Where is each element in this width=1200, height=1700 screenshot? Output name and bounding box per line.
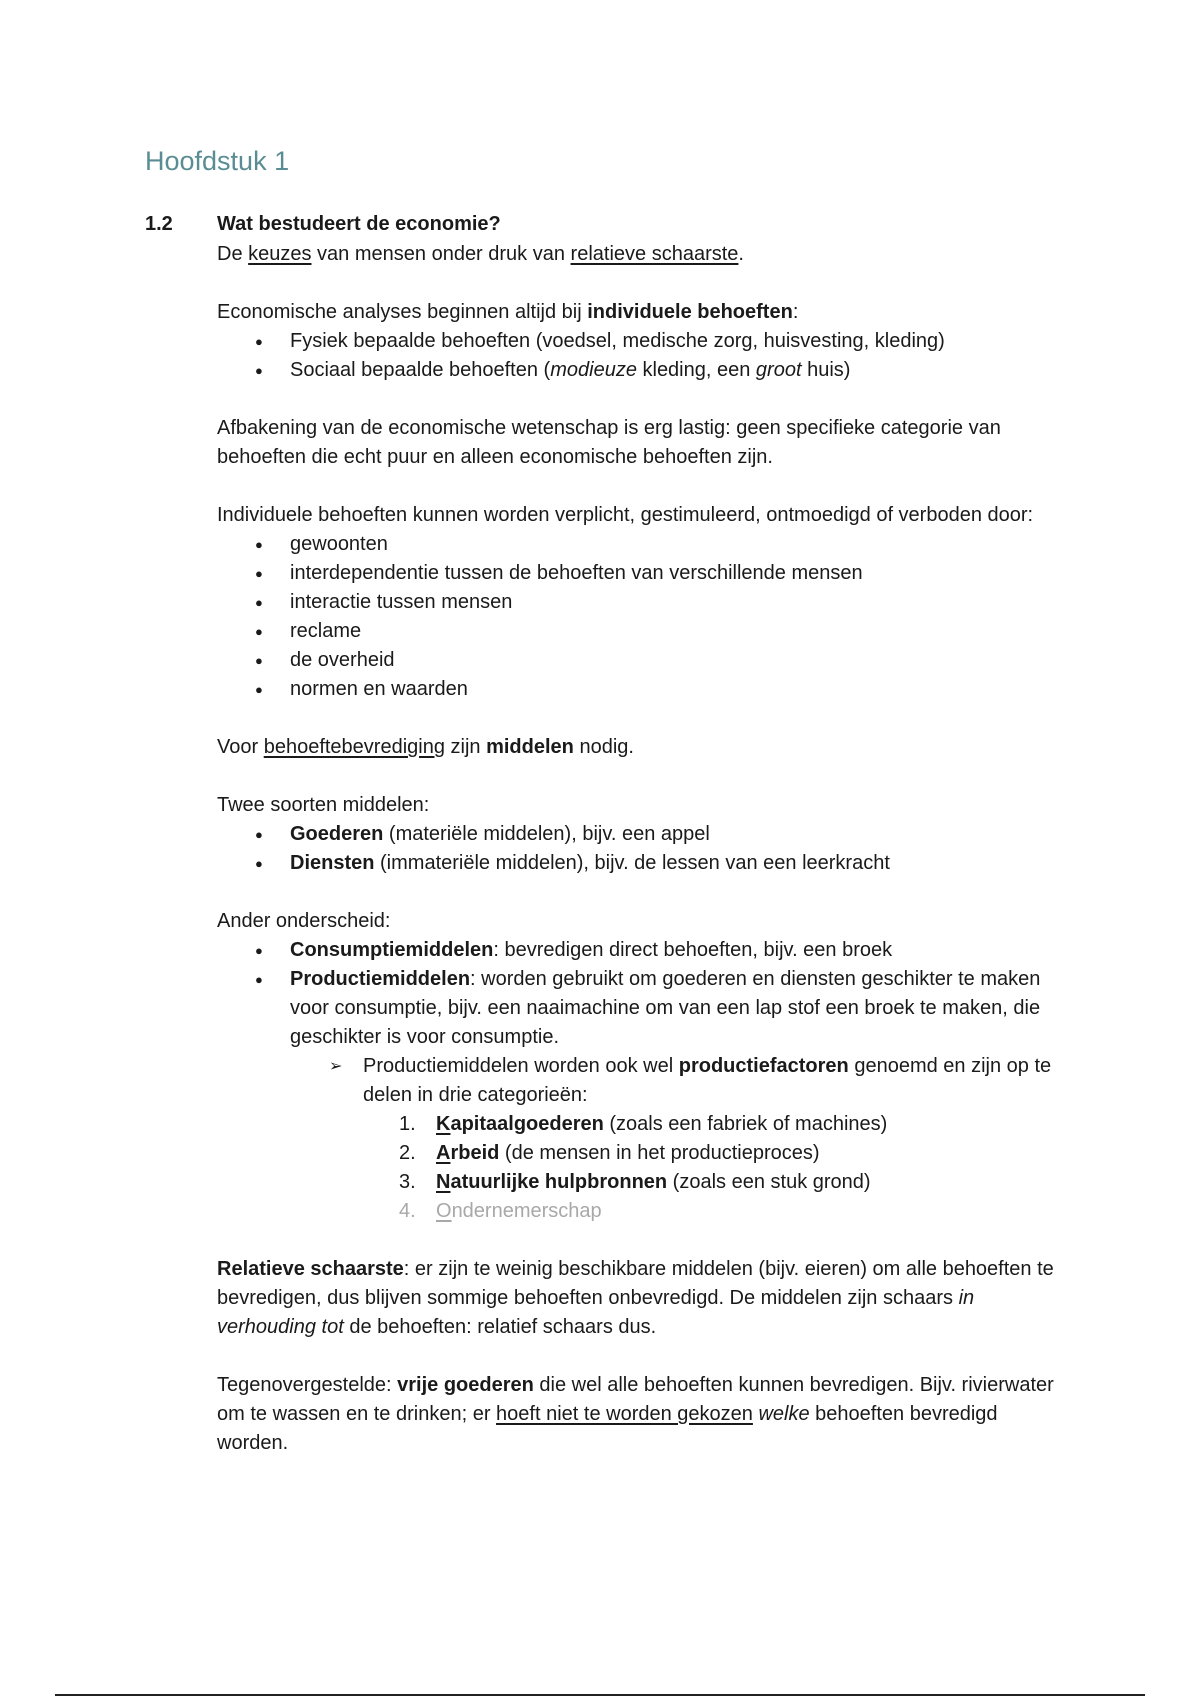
- page-bottom-rule: [55, 1694, 1145, 1696]
- means-types-list: [217, 820, 1067, 878]
- arrow-list-item: ➢ Productiemiddelen worden ook wel productiefactoren genoemd en zijn op te delen in drie categorieën:: [217, 1052, 1067, 1110]
- needs-list: [217, 327, 1067, 385]
- means-types-heading: Twee soorten middelen:: [217, 794, 430, 816]
- section-title: Wat bestudeert de economie?: [217, 213, 501, 235]
- analyses-paragraph: Economische analyses beginnen altijd bij individuele behoeften:: [217, 301, 799, 323]
- intro-paragraph: De keuzes van mensen onder druk van relatieve schaarste.: [217, 243, 744, 265]
- list-item: ● normen en waarden: [217, 675, 1067, 704]
- free-goods-paragraph: Tegenovergestelde: vrije goederen die wel alle behoeften kunnen bevredigen. Bijv. rivierwater om te wassen en te drinken; er hoeft niet te worden gekozen welke behoeften bevredigd worden.: [217, 1374, 1054, 1454]
- distinction-list: [217, 936, 1067, 1052]
- list-item: 3. Natuurlijke hulpbronnen (zoals een stuk grond): [399, 1171, 871, 1193]
- list-item: 2. Arbeid (de mensen in het productieproces): [399, 1142, 820, 1164]
- arrow-bullet-icon: ➢: [329, 1058, 343, 1075]
- list-item: ● Productiemiddelen: worden gebruikt om goederen en diensten geschikter te maken voor consumptie, bijv. een naaimachine om van een lap stof een broek te maken, die geschikter is voor consumptie.: [217, 965, 1067, 1052]
- list-item: ● gewoonten: [217, 530, 1067, 559]
- list-item: ● interactie tussen mensen: [217, 588, 1067, 617]
- factors-list: [217, 1110, 1067, 1226]
- section-body: [217, 240, 1067, 1458]
- list-item: ● Diensten (immateriële middelen), bijv. de lessen van een leerkracht: [217, 849, 1067, 878]
- list-item: 4. Ondernemerschap: [399, 1200, 602, 1222]
- list-item: ● de overheid: [217, 646, 1067, 675]
- chapter-heading: Hoofdstuk 1: [145, 146, 290, 176]
- distinction-heading: Ander onderscheid:: [217, 910, 391, 932]
- list-item: ● reclame: [217, 617, 1067, 646]
- section-number: 1.2: [145, 213, 173, 235]
- list-item: ● Consumptiemiddelen: bevredigen direct behoeften, bijv. een broek: [217, 936, 1067, 965]
- list-item: ● interdependentie tussen de behoeften van verschillende mensen: [217, 559, 1067, 588]
- list-item: ● Goederen (materiële middelen), bijv. een appel: [217, 820, 1067, 849]
- afbakening-paragraph: Afbakening van de economische wetenschap is erg lastig: geen specifieke categorie van behoeften die echt puur en alleen economische behoeften zijn.: [217, 417, 1001, 468]
- scarcity-paragraph: Relatieve schaarste: er zijn te weinig beschikbare middelen (bijv. eieren) om alle behoeften te bevredigen, dus blijven sommige behoeften onbevredigd. De middelen zijn schaars in verhouding tot de behoeften: relatief schaars dus.: [217, 1258, 1054, 1338]
- influence-paragraph: Individuele behoeften kunnen worden verplicht, gestimuleerd, ontmoedigd of verboden door:: [217, 504, 1034, 526]
- means-paragraph: Voor behoeftebevrediging zijn middelen nodig.: [217, 736, 634, 758]
- influence-list: [217, 530, 1067, 704]
- list-item: ● Fysiek bepaalde behoeften (voedsel, medische zorg, huisvesting, kleding): [217, 327, 1067, 356]
- list-item: ● Sociaal bepaalde behoeften (modieuze kleding, een groot huis): [217, 356, 1067, 385]
- list-item: 1. Kapitaalgoederen (zoals een fabriek of machines): [399, 1113, 888, 1135]
